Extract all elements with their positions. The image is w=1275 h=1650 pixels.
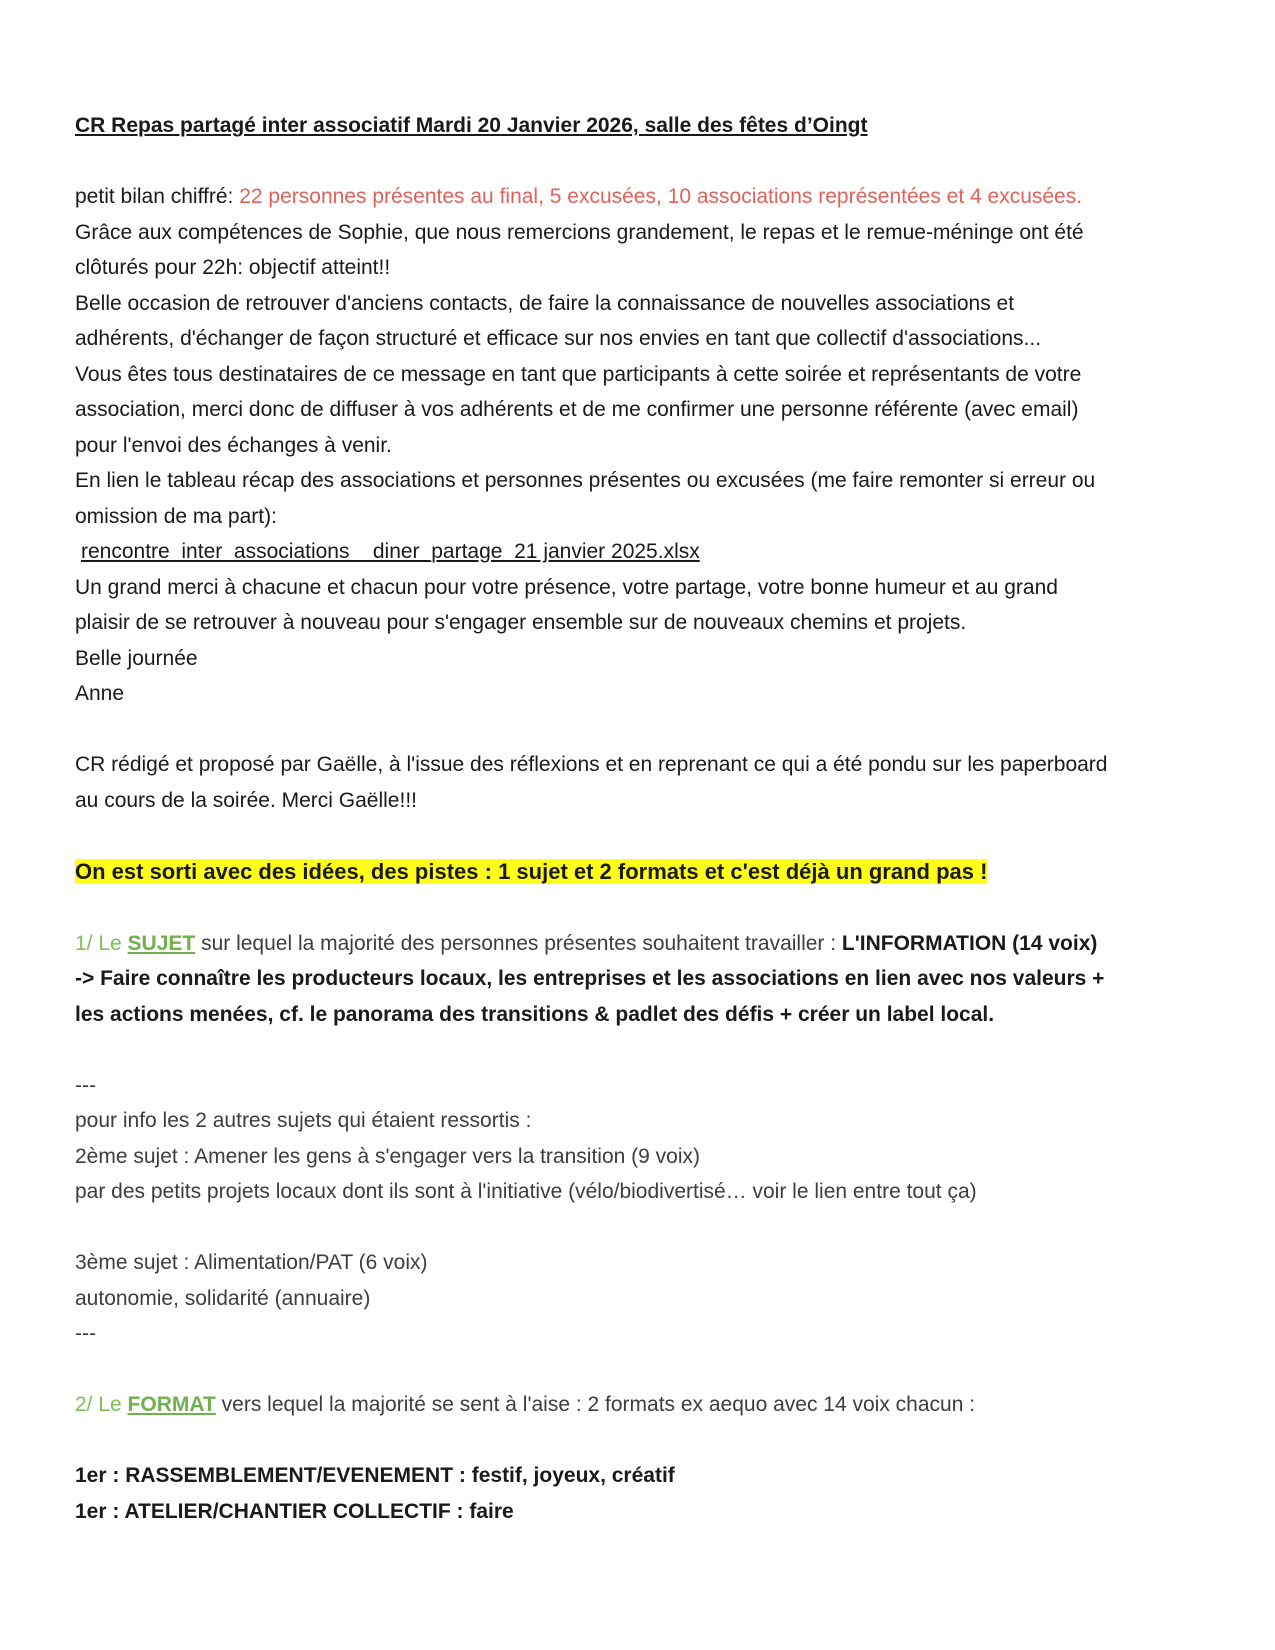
intro-line-2: clôturés pour 22h: objectif atteint!! (75, 256, 391, 279)
intro-line-3: Belle occasion de retrouver d'anciens contacts, de faire la connaissance de nouvelles associations et (75, 291, 1015, 315)
format-keyword: FORMAT (127, 1393, 216, 1416)
subject-line (75, 926, 1175, 962)
spacer (75, 712, 1175, 748)
intro-line-4: adhérents, d'échanger de façon structuré et efficace sur nos envies en tant que collectif d'associations... (75, 327, 1042, 350)
summary-line (75, 179, 1175, 215)
closing: Belle journée (75, 646, 198, 670)
format-item-2: 1er : ATELIER/CHANTIER COLLECTIF : faire (75, 1499, 514, 1523)
credit-line-1: CR rédigé et proposé par Gaëlle, à l'issue des réflexions et en reprenant ce qui a été pondu sur les paperboard (75, 753, 1108, 776)
spacer (75, 890, 1175, 926)
subject-detail-2: les actions menées, cf. le panorama des transitions & padlet des défis + créer un label local. (75, 1002, 995, 1026)
other-subjects-intro: pour info les 2 autres sujets qui étaient ressortis : (75, 1109, 532, 1132)
spacer (75, 1210, 1175, 1246)
intro-line-9: omission de ma part): (75, 504, 277, 528)
intro-line-6: association, merci donc de diffuser à vos adhérents et de me confirmer une personne référente (avec email) (75, 398, 1079, 421)
intro-line-5: Vous êtes tous destinataires de ce message en tant que participants à cette soirée et représentants de votre (75, 362, 1082, 386)
intro-line-11: plaisir de se retrouver à nouveau pour s'engager ensemble sur de nouveaux chemins et projets. (75, 611, 967, 634)
second-subject-detail: par des petits projets locaux dont ils sont à l'initiative (vélo/biodivertisé… voir le lien entre tout ça) (75, 1180, 977, 1203)
separator-top: --- (75, 1073, 96, 1097)
subject-detail-1: -> Faire connaître les producteurs locaux, les entreprises et les associations en lien avec nos valeurs + (75, 967, 1105, 990)
second-subject-title: 2ème sujet : Amener les gens à s'engager vers la transition (9 voix) (75, 1144, 700, 1168)
spacer (75, 818, 1175, 854)
file-link[interactable]: rencontre_inter_associations__diner_partage_21 janvier 2025.xlsx (81, 540, 700, 563)
format-text: vers lequel la majorité se sent à l'aise : 2 formats ex aequo avec 14 voix chacun : (215, 1393, 976, 1416)
highlight-line (75, 854, 1175, 891)
intro-line-8: En lien le tableau récap des associations et personnes présentes ou excusées (me faire remonter si erreur ou (75, 469, 1096, 492)
subject-prefix: 1/ Le (75, 931, 128, 955)
file-link-line (75, 534, 1175, 570)
format-line (75, 1387, 1175, 1423)
separator-bottom: --- (75, 1322, 96, 1345)
subject-result: L'INFORMATION (14 voix) (841, 931, 1098, 955)
spacer (75, 1032, 1175, 1068)
subject-text: sur lequel la majorité des personnes présentes souhaitent travailler : (195, 931, 842, 955)
intro-line-1: Grâce aux compétences de Sophie, que nous remercions grandement, le repas et le remue-méninge ont été (75, 220, 1084, 244)
intro-line-7: pour l'envoi des échanges à venir. (75, 433, 392, 457)
spacer (75, 144, 1175, 180)
format-prefix: 2/ Le (75, 1393, 128, 1416)
summary-lead: petit bilan chiffré: (75, 185, 240, 208)
subject-keyword: SUJET (127, 931, 196, 955)
summary-figures: 22 personnes présentes au final, 5 excusées, 10 associations représentées et 4 excusées. (239, 185, 1083, 208)
format-item-1: 1er : RASSEMBLEMENT/EVENEMENT : festif, joyeux, créatif (75, 1464, 675, 1487)
third-subject-title: 3ème sujet : Alimentation/PAT (6 voix) (75, 1251, 428, 1274)
third-subject-detail: autonomie, solidarité (annuaire) (75, 1286, 371, 1310)
spacer (75, 1423, 1175, 1459)
spacer (75, 1352, 1175, 1388)
signature: Anne (75, 682, 125, 705)
highlight-text: On est sorti avec des idées, des pistes : 1 sujet et 2 formats et c'est déjà un grand pas ! (75, 858, 988, 884)
credit-line-2: au cours de la soirée. Merci Gaëlle!!! (75, 788, 417, 812)
page-title: CR Repas partagé inter associatif Mardi 20 Janvier 2026, salle des fêtes d’Oingt (75, 114, 868, 137)
intro-line-10: Un grand merci à chacune et chacun pour votre présence, votre partage, votre bonne humeur et au grand (75, 575, 1058, 599)
